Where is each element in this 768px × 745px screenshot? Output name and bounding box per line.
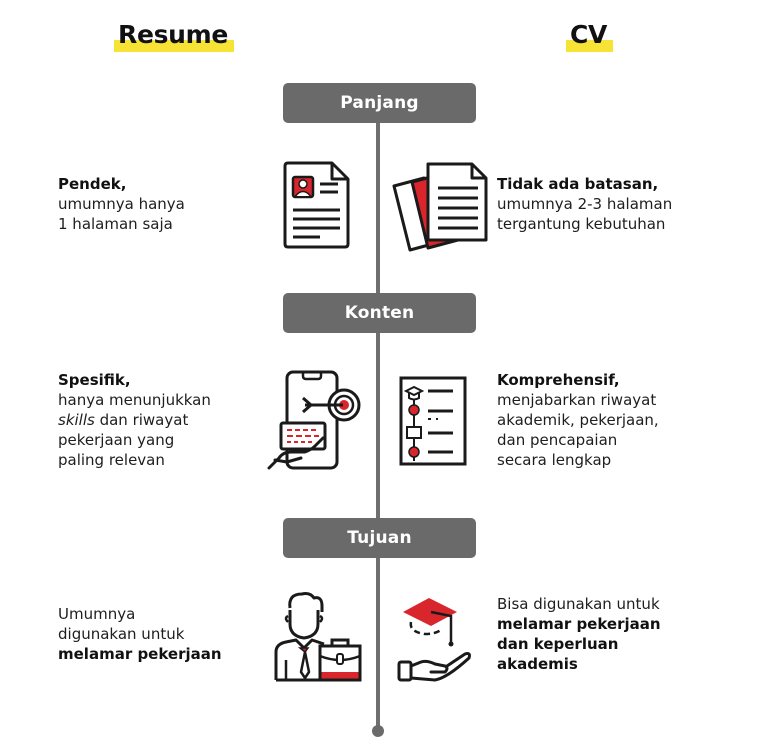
cv-length-line: umumnya 2-3 halaman [497, 195, 673, 213]
resume-content-line: paling relevan [58, 451, 165, 469]
phone-target-skills-icon [265, 368, 365, 474]
section-label-panjang: Panjang [283, 83, 476, 123]
timeline-line [376, 120, 380, 732]
resume-length-line: 1 halaman saja [58, 215, 173, 233]
resume-length-line: umumnya hanya [58, 195, 185, 213]
cv-purpose-line: Bisa digunakan untuk [497, 595, 660, 613]
timeline-document-icon [398, 375, 468, 467]
cv-purpose-bold: dan keperluan [497, 635, 619, 653]
cv-purpose-description [497, 594, 661, 674]
section-label-tujuan: Tujuan [283, 518, 476, 558]
resume-content-bold: Spesifik, [58, 371, 131, 389]
resume-purpose-line: digunakan untuk [58, 625, 185, 643]
stacked-documents-icon [390, 160, 490, 255]
cv-length-line: tergantung kebutuhan [497, 215, 666, 233]
cv-content-line: dan pencapaian [497, 431, 618, 449]
skills-italic: skills [58, 411, 95, 429]
resume-content-line: hanya menunjukkan [58, 391, 211, 409]
cv-content-description [497, 370, 659, 470]
resume-length-description [58, 174, 185, 234]
resume-content-description [58, 370, 211, 470]
timeline-end-dot [372, 725, 384, 737]
resume-purpose-bold: melamar pekerjaan [58, 645, 222, 663]
resume-content-line-rest: dan riwayat [94, 411, 189, 429]
resume-purpose-description [58, 604, 222, 664]
cv-length-description [497, 174, 672, 234]
resume-length-bold: Pendek, [58, 175, 127, 193]
cv-purpose-bold: melamar pekerjaan [497, 615, 661, 633]
cv-title-text: CV [570, 20, 608, 49]
cv-content-line: secara lengkap [497, 451, 612, 469]
resume-column-title [118, 18, 228, 54]
cv-purpose-bold: akademis [497, 655, 578, 673]
section-label-konten: Konten [283, 293, 476, 333]
resume-purpose-line: Umumnya [58, 605, 136, 623]
resume-content-line: pekerjaan yang [58, 431, 175, 449]
job-seeker-briefcase-icon [268, 590, 364, 684]
single-resume-page-icon [280, 160, 352, 250]
cv-content-line: menjabarkan riwayat [497, 391, 657, 409]
cv-column-title [570, 18, 607, 54]
resume-content-line [58, 410, 211, 430]
cv-content-line: akademik, pekerjaan, [497, 411, 659, 429]
cv-length-bold: Tidak ada batasan, [497, 175, 659, 193]
resume-title-text: Resume [118, 20, 229, 49]
cv-content-bold: Komprehensif, [497, 371, 620, 389]
graduation-cap-hand-icon [395, 592, 475, 684]
